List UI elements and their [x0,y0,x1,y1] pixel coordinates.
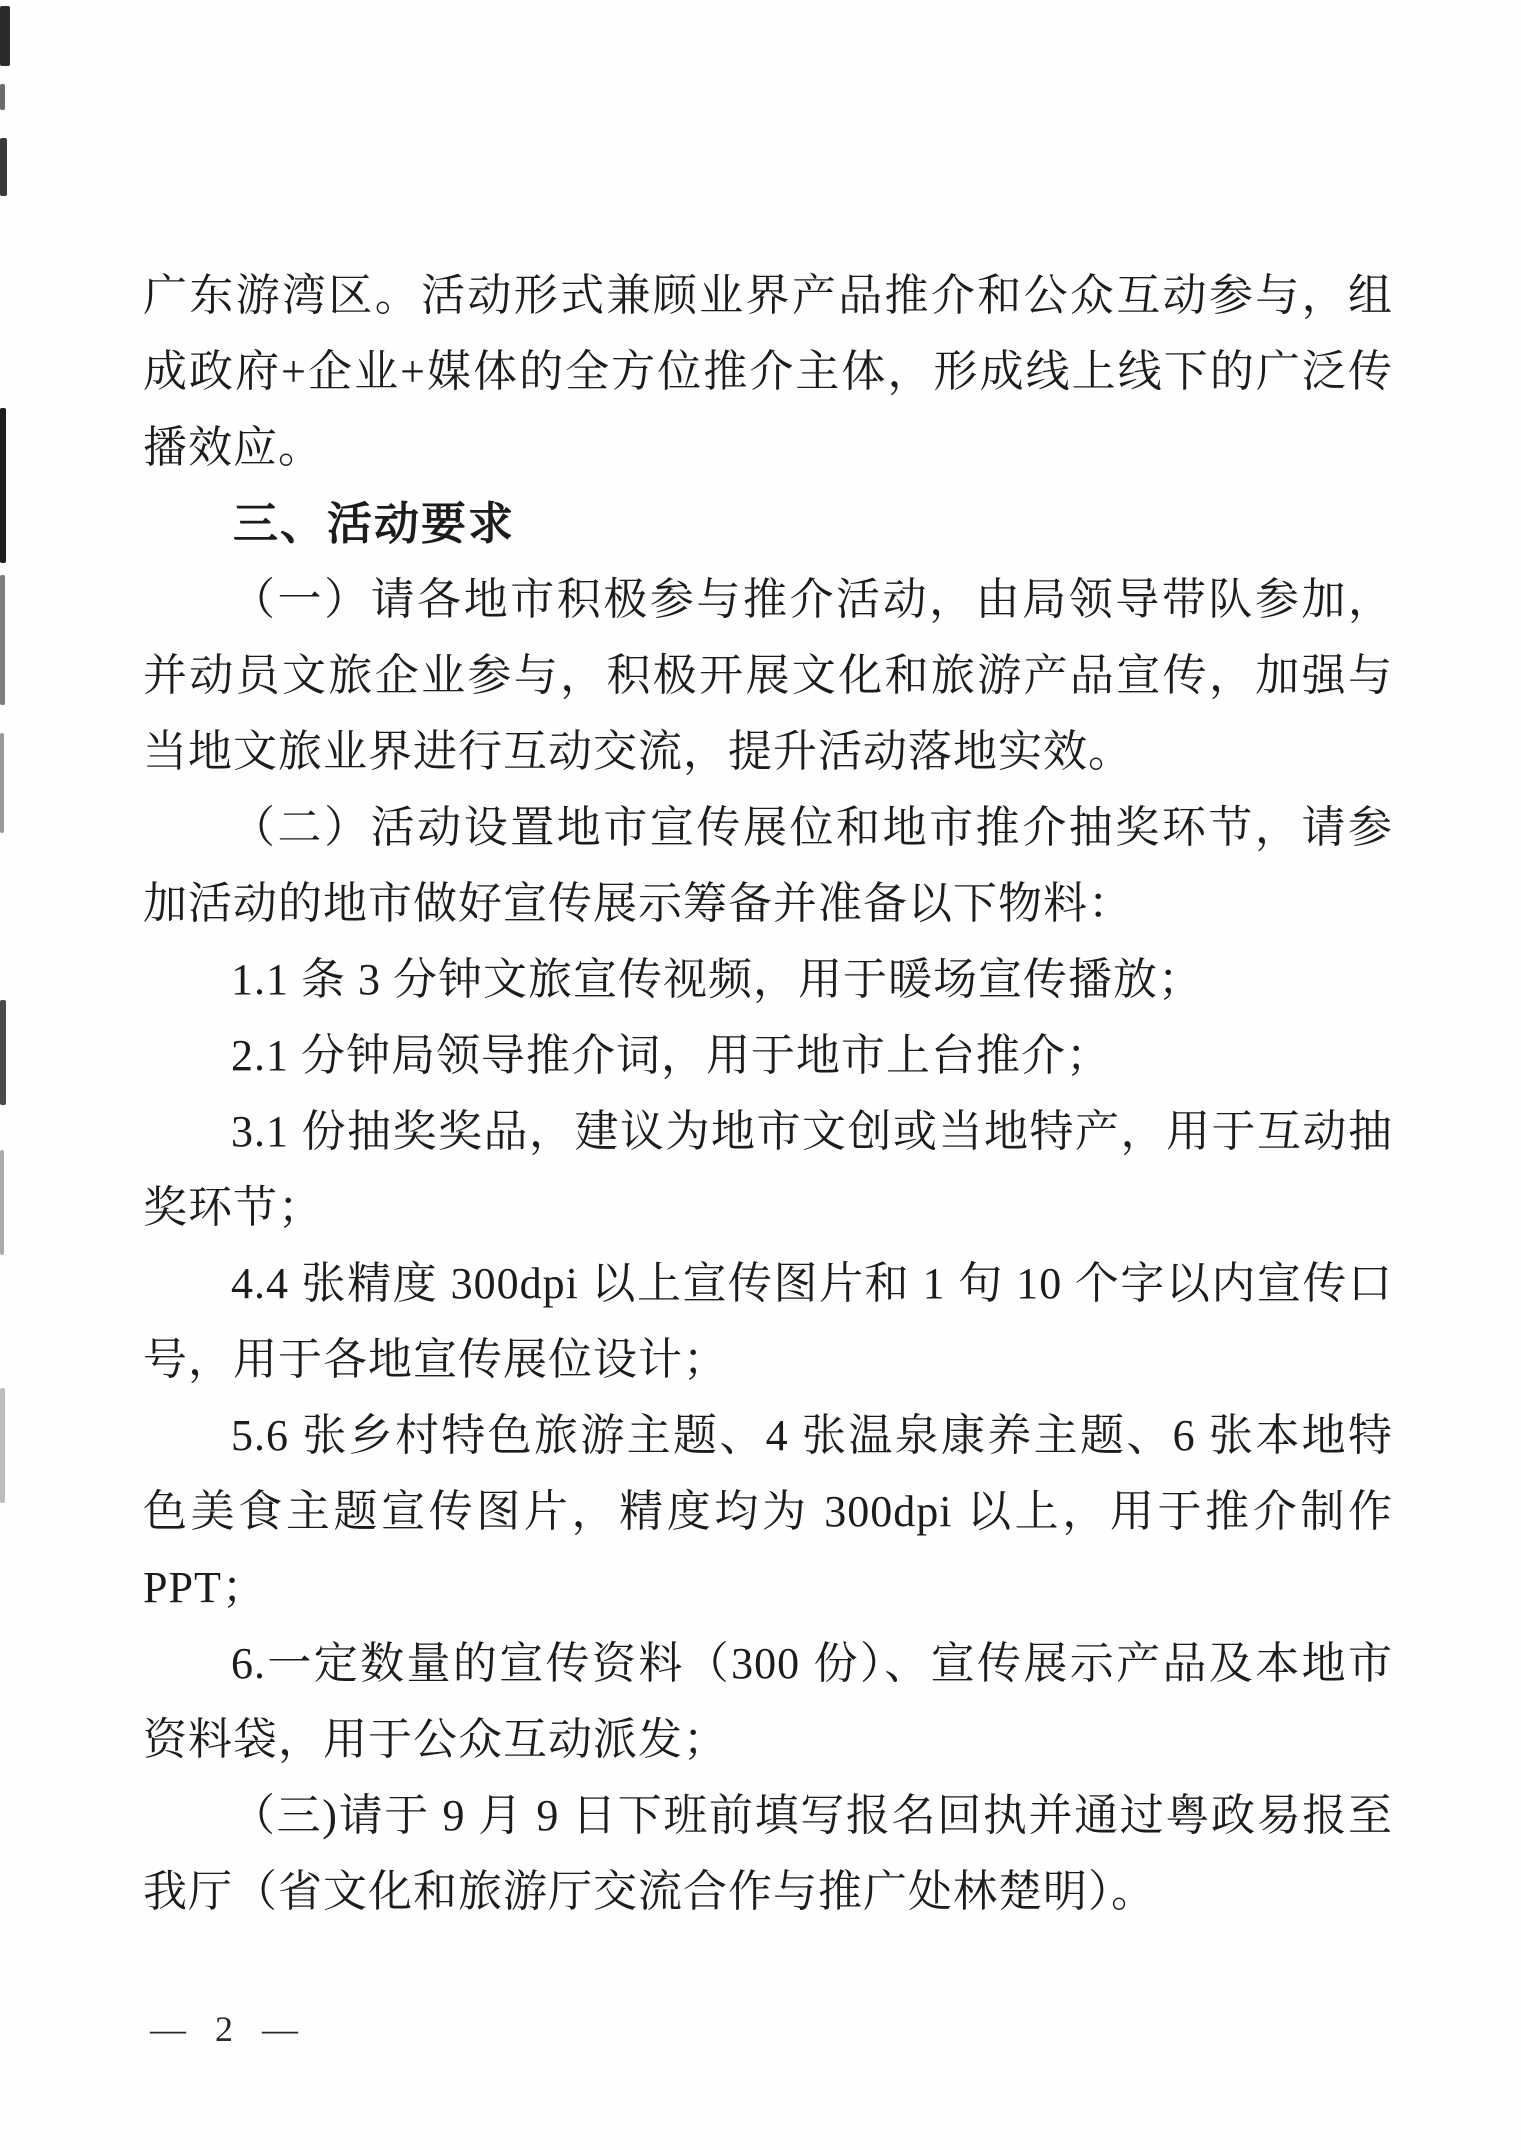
scan-artifact [0,733,4,833]
scan-artifact [0,575,5,705]
page-number: — 2 — [150,2009,308,2049]
list-item-material-1: 1.1 条 3 分钟文旅宣传视频，用于暖场宣传播放； [231,955,1203,1004]
list-item-material-2: 2.1 分钟局领导推介词，用于地市上台推介； [231,1031,1111,1080]
scan-artifact [0,1000,6,1105]
paragraph-requirement-3: （三)请于 9 月 9 日下班前填写报名回执并通过粤政易报至我厅（省文化和旅游厅交流合作与推广处林楚明）。 [143,1791,1393,1916]
paragraph-continuation: 广东游湾区。活动形式兼顾业界产品推介和公众互动参与，组成政府+企业+媒体的全方位推介主体，形成线上线下的广泛传播效应。 [143,271,1393,472]
list-item-material-6: 6.一定数量的宣传资料（300 份）、宣传展示产品及本地市资料袋，用于公众互动派发； [143,1639,1393,1764]
scan-artifact [0,84,5,110]
scan-artifact [0,6,10,66]
list-item-material-3: 3.1 份抽奖奖品，建议为地市文创或当地特产，用于互动抽奖环节； [143,1107,1393,1232]
scan-artifact [0,138,7,196]
document-body [143,258,1393,1930]
paragraph-requirement-1: （一）请各地市积极参与推介活动，由局领导带队参加，并动员文旅企业参与，积极开展文化和旅游产品宣传，加强与当地文旅业界进行互动交流，提升活动落地实效。 [143,575,1393,776]
section-heading-activity-requirements: 三、活动要求 [233,498,516,549]
scan-artifact [0,1388,5,1503]
paragraph-requirement-2: （二）活动设置地市宣传展位和地市推介抽奖环节，请参加活动的地市做好宣传展示筹备并准备以下物料： [143,803,1393,928]
scan-artifact [0,1150,4,1255]
scan-artifact [0,408,6,563]
list-item-material-4: 4.4 张精度 300dpi 以上宣传图片和 1 句 10 个字以内宣传口号，用于各地宣传展位设计； [143,1259,1393,1384]
list-item-material-5: 5.6 张乡村特色旅游主题、4 张温泉康养主题、6 张本地特色美食主题宣传图片，精度均为 300dpi 以上，用于推介制作 PPT； [143,1411,1393,1612]
